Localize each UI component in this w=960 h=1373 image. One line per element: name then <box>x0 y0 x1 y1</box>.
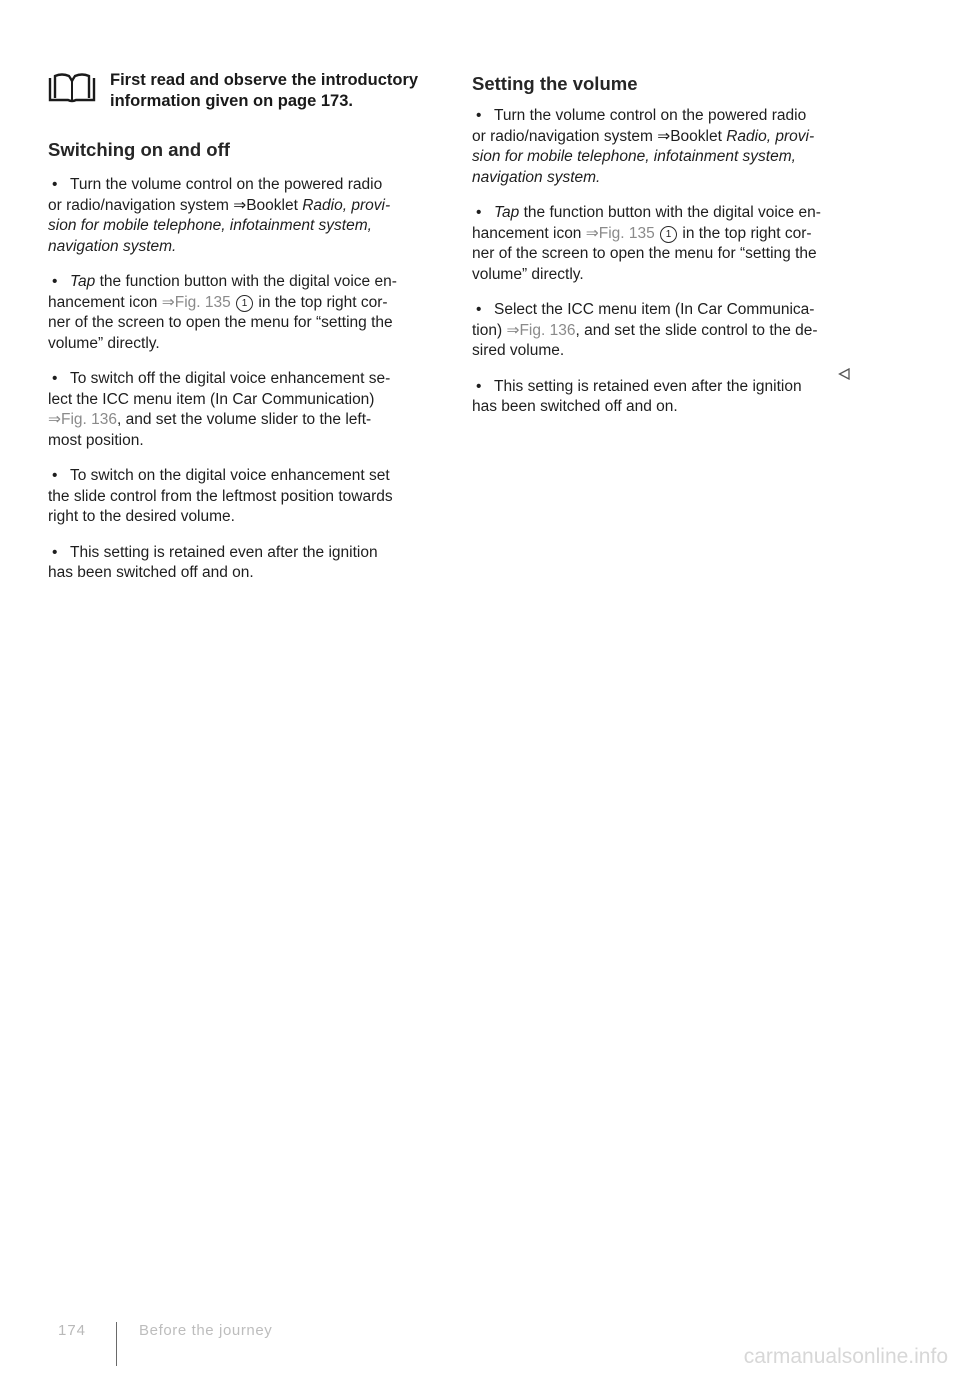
bullet: • <box>52 467 58 484</box>
text: sion for mobile telephone, infotainment system, <box>48 217 372 234</box>
right-column <box>472 70 872 433</box>
text: lect the ICC menu item (In Car Communication) <box>48 390 375 408</box>
intro-notice-text <box>110 70 418 112</box>
right-bullet-2 <box>472 203 872 285</box>
figure-link[interactable]: ⇒Fig. 136 <box>506 321 576 339</box>
left-column <box>48 70 436 599</box>
footer-divider <box>116 1322 117 1366</box>
heading-switching: Switching on and off <box>48 139 230 160</box>
right-bullet-3 <box>472 300 872 362</box>
text: navigation system. <box>472 168 601 186</box>
text: volume” directly. <box>48 334 160 352</box>
figure-link[interactable]: ⇒Fig. 135 <box>161 293 231 311</box>
text: , and set the volume slider to the left- <box>117 411 372 428</box>
left-bullet-2 <box>48 272 436 354</box>
text: Tap <box>70 273 96 290</box>
text: most position. <box>48 431 144 449</box>
right-bullet-4 <box>472 377 872 418</box>
text: right to the desired volume. <box>48 508 235 525</box>
bullet: • <box>52 273 58 290</box>
text: To switch off the digital voice enhancement se- <box>70 370 391 387</box>
figure-link[interactable]: ⇒Fig. 135 <box>585 224 655 242</box>
text: or radio/navigation system <box>48 196 234 214</box>
left-bullet-4 <box>48 466 436 528</box>
book-icon <box>48 73 96 103</box>
bullet: • <box>52 370 58 387</box>
heading-setting-volume: Setting the volume <box>472 73 638 94</box>
text: ner of the screen to open the menu for “setting the <box>472 245 817 262</box>
text: navigation system. <box>48 237 177 255</box>
notice-line-1: First read and observe the introductory <box>110 71 419 89</box>
text: the function button with the digital voice en- <box>95 273 397 290</box>
text: Turn the volume control on the powered radio <box>494 107 807 124</box>
text: sired volume. <box>472 342 565 359</box>
text: hancement icon <box>48 293 162 311</box>
figure-link[interactable]: ⇒Fig. 136 <box>48 411 117 428</box>
text: Select the ICC menu item (In Car Communica- <box>494 301 815 318</box>
text: This setting is retained even after the ignition <box>70 543 378 561</box>
text: hancement icon <box>472 224 586 242</box>
text: tion) <box>472 321 507 339</box>
text: the slide control from the leftmost position towards <box>48 487 393 505</box>
left-bullet-5 <box>48 543 436 584</box>
bullet: • <box>52 176 58 193</box>
booklet-reference: ⇒Booklet <box>657 127 727 145</box>
text: This setting is retained even after the ignition <box>494 377 802 395</box>
bullet: • <box>476 301 482 318</box>
chapter-title: Before the journey <box>139 1322 273 1339</box>
notice-line-2: information given on page 173. <box>110 92 353 110</box>
page-footer <box>58 1322 272 1366</box>
intro-notice <box>48 70 436 112</box>
text: Tap <box>494 204 520 221</box>
bullet: • <box>52 543 58 561</box>
page-number: 174 <box>58 1322 87 1339</box>
watermark: carmanualsonline.info <box>743 1345 948 1368</box>
right-bullet-1 <box>472 106 872 188</box>
text: Radio, provi- <box>726 127 815 145</box>
bullet: • <box>476 204 482 221</box>
text: ner of the screen to open the menu for “setting the <box>48 314 393 331</box>
text: or radio/navigation system <box>472 127 658 145</box>
text: Radio, provi- <box>302 196 391 214</box>
bullet: • <box>476 377 482 395</box>
text: sion for mobile telephone, infotainment system, <box>472 148 796 165</box>
text: in the top right cor- <box>254 293 388 311</box>
text: the function button with the digital voice en- <box>519 204 821 221</box>
callout-1-icon: 1 <box>660 226 677 243</box>
bullet: • <box>476 107 482 124</box>
text: , and set the slide control to the de- <box>575 321 818 339</box>
text: volume” directly. <box>472 265 584 283</box>
callout-1-icon: 1 <box>236 295 253 312</box>
booklet-reference: ⇒Booklet <box>233 196 303 214</box>
text: in the top right cor- <box>678 224 812 242</box>
left-bullet-1 <box>48 175 436 257</box>
text: has been switched off and on. <box>472 398 678 415</box>
text: has been switched off and on. <box>48 564 254 581</box>
left-bullet-3 <box>48 369 436 451</box>
text: To switch on the digital voice enhancement set <box>70 467 390 484</box>
text: Turn the volume control on the powered radio <box>70 176 383 193</box>
end-of-section-triangle-icon <box>838 368 850 380</box>
